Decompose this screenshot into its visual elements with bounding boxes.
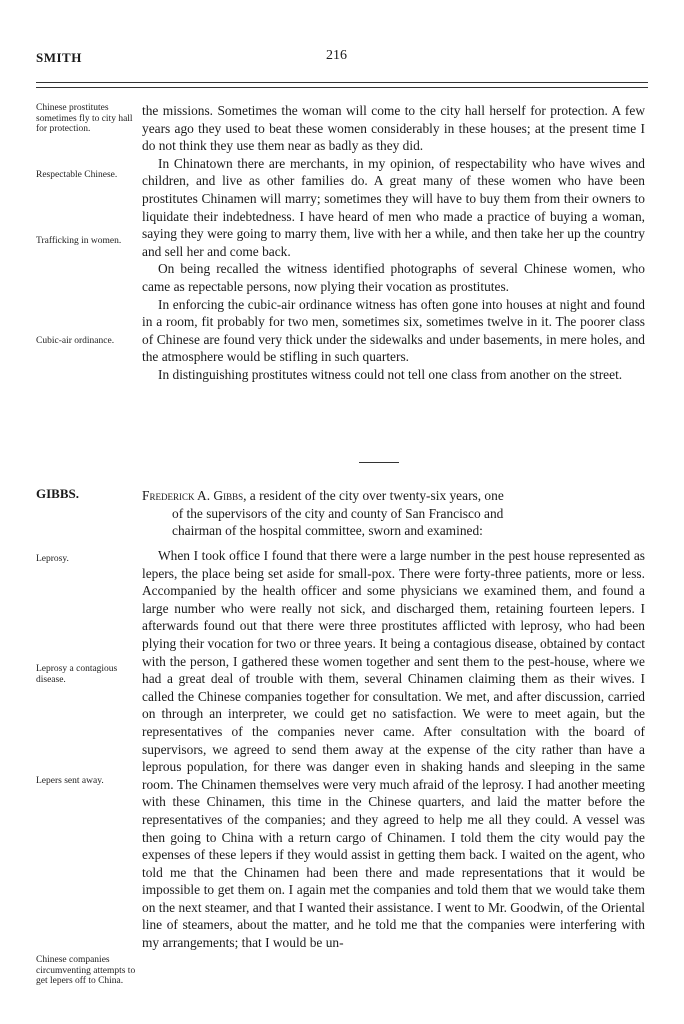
- paragraph: the missions. Sometimes the woman will come to the city hall herself for protection. A few years ago they used to beat these women considerably in these houses; at the present time I do not think they use them near as badly as they did.: [142, 103, 645, 154]
- header-rule-top: [36, 82, 648, 83]
- margin-note-cubic-air: Cubic-air ordinance.: [36, 336, 115, 346]
- margin-note-chinese-companies: Chinese companies circumventing attempts to get lepers off to China.: [36, 955, 136, 986]
- margin-note-leprosy-contagious: Leprosy a contagious disease.: [36, 664, 118, 685]
- section-divider: [359, 462, 399, 463]
- paragraph: In Chinatown there are merchants, in my opinion, of respectability who have wives and children, and live as other families do. A great many of these women who have been prostitutes Chinamen will marry; sometimes they will have to buy them from their owners to liquidate their indebtedness. I have heard of men who made a practice of buying a woman, saying they were going to marry them, live with her a while, and then take her up the country and sell her and come back.: [142, 155, 645, 259]
- margin-note-leprosy: Leprosy.: [36, 554, 69, 564]
- smith-testimony: [142, 102, 645, 384]
- page-header: [36, 50, 648, 70]
- paragraph: In distinguishing prostitutes witness could not tell one class from another on the street.: [158, 366, 623, 382]
- witness-introduction: [142, 487, 645, 540]
- margin-note-respectable-chinese: Respectable Chinese.: [36, 170, 118, 180]
- page-number: 216: [326, 48, 347, 63]
- witness-name: Frederick A. Gibbs: [142, 488, 244, 503]
- intro-text: , a resident of the city over twenty-six years, one: [243, 488, 504, 503]
- intro-text: chairman of the hospital committee, sworn and examined:: [172, 523, 483, 539]
- margin-note-lepers-sent-away: Lepers sent away.: [36, 776, 104, 786]
- intro-text: of the supervisors of the city and county of San Francisco and: [172, 505, 504, 521]
- gibbs-testimony: [142, 547, 645, 952]
- paragraph: In enforcing the cubic-air ordinance witness has often gone into houses at night and found in a room, fit probably for two men, sometimes six, sometimes twelve in it. The poorer class of Chinese are found very thick under the sidewalks and under basements, in mere holes, and the atmosphere would be stifling in such quarters.: [142, 296, 645, 365]
- running-head: SMITH: [36, 50, 82, 65]
- margin-note-trafficking: Trafficking in women.: [36, 236, 122, 246]
- paragraph: When I took office I found that there were a large number in the pest house represented as lepers, the place being set aside for small-pox. There were forty-three patients, more or less. Accompanied by the health officer and some physicians we examined them, and found a large number who were really not sick, and discharged them, retaining fourteen lepers. I afterwards found out that there were three prostitutes afflicted with leprosy, who had been plying their vocation for two or three years. It being a contagious disease, obtained by contact with the person, I gathered these women together and sent them to the pest-house, where we had a great deal of trouble with them, several Chinamen claiming them as their wives. I called the Chinese companies together for consultation. We met, and after discussion, carried on through an interpreter, we could get no satisfaction. We were to meet again, but the representatives of the companies never came. After consultation with the board of supervisors, we agreed to send them away at the expense of the city rather than have a leprous population, for there was danger even in shaking hands and sleeping in the same room. The Chinamen themselves were very much afraid of the leprosy. I had another meeting with these Chinamen, this time in the Chinese quarters, and laid the matter before the representatives of the companies; and they agreed to help me all they could. A vessel was then going to China with a return cargo of Chinamen. I told them the city would pay the expenses of these lepers if they would assist in getting them back. I waited on the agent, who told me that the Chinamen had been there and made representations that it would be impossible to get them on. I again met the companies and told them that we would take them on the next steamer, and that I wanted their assistance. I went to Mr. Goodwin, of the Oriental line of steamers, about the matter, and he told me that the companies were interfering with my arrangements; that I would be un-: [142, 548, 645, 951]
- paragraph: On being recalled the witness identified photographs of several Chinese women, who came as repectable persons, now plying their vocation as prostitutes.: [142, 261, 645, 294]
- margin-note-chinese-prostitutes: Chinese prostitutes sometimes fly to city hall for protection.: [36, 103, 133, 134]
- witness-label: GIBBS.: [36, 486, 79, 501]
- header-rule-bottom: [36, 87, 648, 88]
